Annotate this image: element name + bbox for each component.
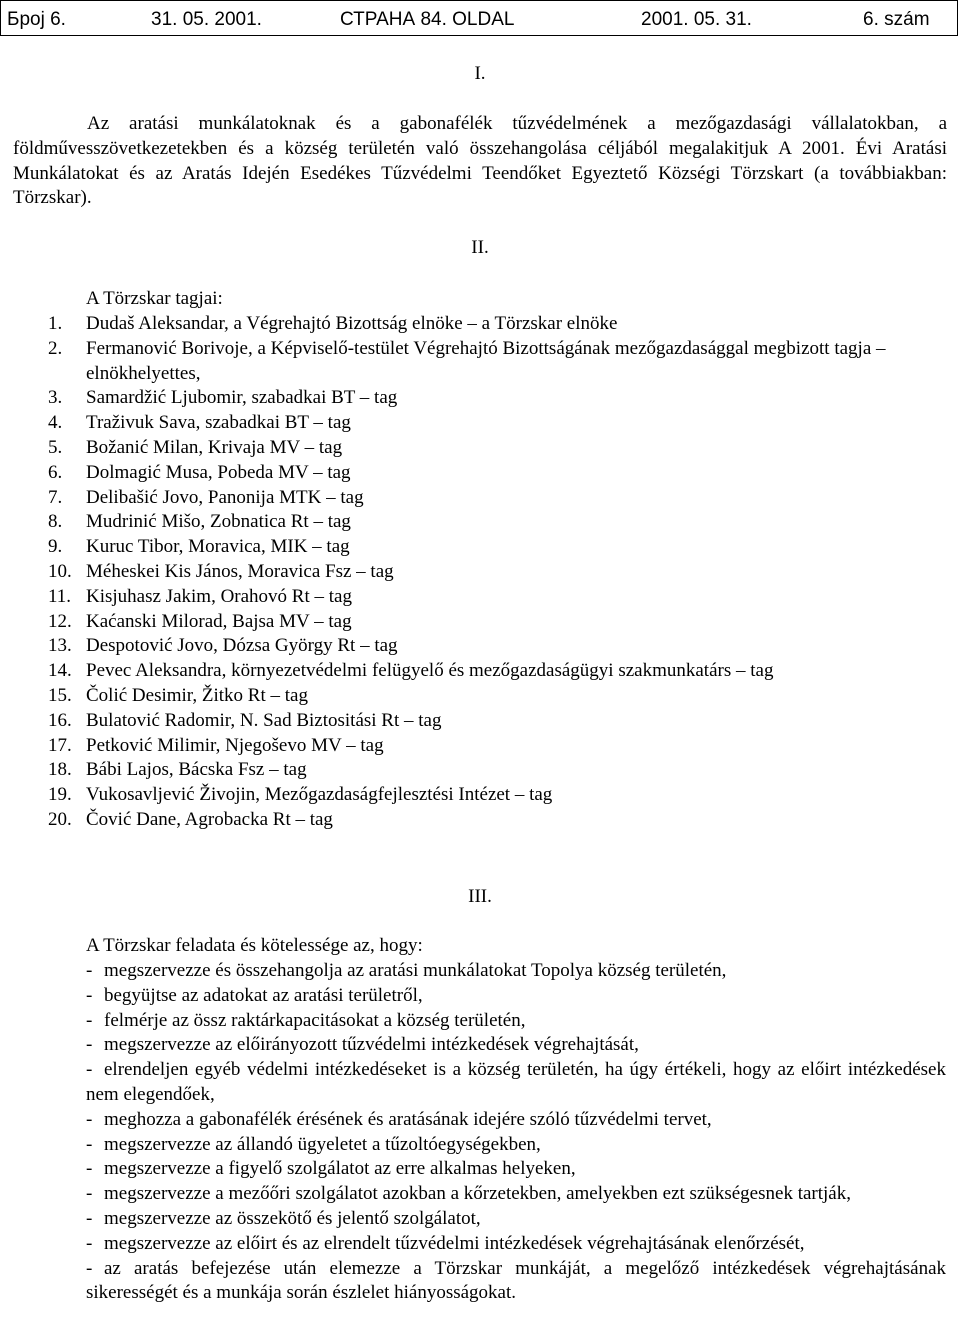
member-text: Méheskei Kis János, Moravica Fsz – tag bbox=[86, 560, 394, 582]
member-text: Vukosavljević Živojin, Mezőgazdaságfejlesztési Intézet – tag bbox=[86, 784, 553, 806]
duty-text: megszervezze a mezőőri szolgálatot azokban a kőrzetekben, amelyekben ezt szükségesnek tartják, bbox=[104, 1183, 851, 1205]
dash-bullet: - bbox=[86, 1257, 93, 1279]
dash-bullet: - bbox=[86, 1059, 93, 1081]
member-list-item bbox=[48, 510, 948, 535]
members-intro: A Törzskar tagjai: bbox=[86, 288, 223, 309]
page-header bbox=[0, 0, 958, 36]
member-text: Čolić Desimir, Žitko Rt – tag bbox=[86, 684, 308, 706]
member-text: Petković Milimir, Njegoševo MV – tag bbox=[86, 734, 384, 756]
member-list-item bbox=[48, 312, 948, 337]
duty-text: elrendeljen egyéb védelmi intézkedéseket is a község területén, ha úgy értékeli, hogy az előirt intézkedések nem elegendőek, bbox=[86, 1059, 946, 1105]
member-number: 11. bbox=[48, 585, 72, 607]
duty-list-item bbox=[86, 984, 946, 1009]
member-text: Mudrinić Mišo, Zobnatica Rt – tag bbox=[86, 511, 351, 533]
member-text: Pevec Aleksandra, környezetvédelmi felügyelő és mezőgazdaságügyi szakmunkatárs – tag bbox=[86, 660, 774, 682]
member-list-item bbox=[48, 535, 948, 560]
member-number: 1. bbox=[48, 313, 63, 334]
duty-list-item bbox=[86, 959, 946, 984]
issue-number-hungarian: 6. szám bbox=[863, 9, 930, 30]
section-2-heading: II. bbox=[471, 237, 489, 258]
member-list-item bbox=[48, 610, 948, 635]
member-number: 16. bbox=[48, 709, 72, 731]
member-number: 6. bbox=[48, 461, 63, 483]
member-list-item bbox=[48, 436, 948, 461]
member-list-item bbox=[48, 386, 948, 411]
duty-list-item bbox=[86, 1207, 946, 1232]
member-number: 9. bbox=[48, 536, 63, 558]
issue-number-cyrillic: Број 6. bbox=[7, 9, 66, 30]
dash-bullet: - bbox=[86, 1207, 93, 1229]
section-1-paragraph: Az aratási munkálatoknak és a gabonafélék tűzvédelmének a mezőgazdasági vállalatokban, a földművesszövetkezetekben és a község területén való összehangolása céljából megalakitjuk A 2001. Évi Aratási Munkálatokat és az Aratás Idején Esedékes Tűzvédelmi Teendőket Egyeztető Községi Törzskart (a továbbiakban: Törzskar). bbox=[13, 113, 947, 209]
member-text: Dudaš Aleksandar, a Végrehajtó Bizottság elnöke – a Törzskar elnöke bbox=[86, 313, 618, 334]
date-right: 2001. 05. 31. bbox=[641, 9, 752, 30]
section-3-heading: III. bbox=[468, 886, 492, 907]
member-text: Traživuk Sava, szabadkai BT – tag bbox=[86, 412, 351, 434]
member-number: 2. bbox=[48, 337, 63, 359]
member-text: Kisjuhasz Jakim, Orahovó Rt – tag bbox=[86, 585, 352, 607]
member-list-item bbox=[48, 734, 948, 759]
duties-list bbox=[86, 959, 946, 1306]
duty-text: begyüjtse az adatokat az aratási területről, bbox=[104, 984, 423, 1006]
member-text: Fermanović Borivoje, a Képviselő-testület Végrehajtó Bizottságának mezőgazdasággal megbizott tagja – elnökhelyettes, bbox=[86, 337, 886, 384]
dash-bullet: - bbox=[86, 1232, 93, 1254]
member-list-item bbox=[48, 461, 948, 486]
member-number: 13. bbox=[48, 635, 72, 657]
duty-list-item bbox=[86, 1058, 946, 1108]
member-text: Kaćanski Milorad, Bajsa MV – tag bbox=[86, 610, 352, 632]
member-number: 10. bbox=[48, 560, 72, 582]
member-list-item bbox=[48, 783, 948, 808]
member-text: Kuruc Tibor, Moravica, MIK – tag bbox=[86, 536, 350, 558]
duties-intro: A Törzskar feladata és kötelessége az, hogy: bbox=[86, 935, 423, 956]
member-text: Bulatović Radomir, N. Sad Biztositási Rt – tag bbox=[86, 709, 442, 731]
member-text: Delibašić Jovo, Panonija MTK – tag bbox=[86, 486, 364, 508]
member-list-item bbox=[48, 709, 948, 734]
member-list-item bbox=[48, 684, 948, 709]
duty-text: meghozza a gabonafélék érésének és aratásának idejére szóló tűzvédelmi tervet, bbox=[104, 1108, 712, 1130]
member-list-item bbox=[48, 486, 948, 511]
dash-bullet: - bbox=[86, 1108, 93, 1130]
member-number: 20. bbox=[48, 808, 72, 830]
member-number: 8. bbox=[48, 511, 63, 533]
member-text: Božanić Milan, Krivaja MV – tag bbox=[86, 436, 343, 458]
duty-list-item bbox=[86, 1108, 946, 1133]
member-text: Dolmagić Musa, Pobeda MV – tag bbox=[86, 461, 351, 483]
duty-text: felmérje az össz raktárkapacitásokat a község területén, bbox=[104, 1009, 526, 1031]
member-number: 12. bbox=[48, 610, 72, 632]
date-left: 31. 05. 2001. bbox=[151, 9, 262, 30]
duty-list-item bbox=[86, 1157, 946, 1182]
member-number: 3. bbox=[48, 387, 63, 409]
member-list-item bbox=[48, 560, 948, 585]
member-list-item bbox=[48, 411, 948, 436]
duty-list-item bbox=[86, 1009, 946, 1034]
duty-text: megszervezze az állandó ügyeletet a tűzoltóegységekben, bbox=[104, 1133, 541, 1155]
member-list-item bbox=[48, 585, 948, 610]
duty-text: megszervezze és összehangolja az aratási munkálatokat Topolya község területén, bbox=[104, 960, 727, 981]
member-number: 5. bbox=[48, 436, 63, 458]
member-number: 19. bbox=[48, 784, 72, 806]
member-text: Bábi Lajos, Bácska Fsz – tag bbox=[86, 759, 307, 781]
section-1-heading: I. bbox=[474, 63, 486, 84]
member-list-item bbox=[48, 758, 948, 783]
members-list bbox=[48, 312, 948, 833]
dash-bullet: - bbox=[86, 960, 93, 981]
member-number: 15. bbox=[48, 684, 72, 706]
duty-text: megszervezze az összekötő és jelentő szolgálatot, bbox=[104, 1207, 481, 1229]
member-number: 14. bbox=[48, 660, 72, 682]
dash-bullet: - bbox=[86, 984, 93, 1006]
duty-list-item bbox=[86, 1182, 946, 1207]
duty-text: megszervezze az előirányozott tűzvédelmi intézkedések végrehajtását, bbox=[104, 1034, 639, 1056]
dash-bullet: - bbox=[86, 1133, 93, 1155]
duty-text: az aratás befejezése után elemezze a Törzskar munkáját, a megelőző intézkedések végrehajtásának sikerességét és a munkája során észlelet hiányosságokat. bbox=[86, 1257, 946, 1304]
member-text: Čović Dane, Agrobacka Rt – tag bbox=[86, 808, 333, 830]
dash-bullet: - bbox=[86, 1009, 93, 1031]
member-number: 7. bbox=[48, 486, 63, 508]
duty-list-item bbox=[86, 1257, 946, 1307]
dash-bullet: - bbox=[86, 1158, 93, 1180]
duty-list-item bbox=[86, 1232, 946, 1257]
member-text: Samardžić Ljubomir, szabadkai BT – tag bbox=[86, 387, 398, 409]
duty-list-item bbox=[86, 1033, 946, 1058]
member-list-item bbox=[48, 808, 948, 833]
duty-text: megszervezze a figyelő szolgálatot az erre alkalmas helyeken, bbox=[104, 1158, 576, 1180]
dash-bullet: - bbox=[86, 1183, 93, 1205]
member-list-item bbox=[48, 337, 948, 387]
member-list-item bbox=[48, 659, 948, 684]
member-number: 4. bbox=[48, 412, 63, 434]
duty-text: megszervezze az előirt és az elrendelt tűzvédelmi intézkedések végrehajtásának elenőrzését, bbox=[104, 1232, 805, 1254]
member-list-item bbox=[48, 634, 948, 659]
dash-bullet: - bbox=[86, 1034, 93, 1056]
duty-list-item bbox=[86, 1133, 946, 1158]
member-text: Despotović Jovo, Dózsa György Rt – tag bbox=[86, 635, 398, 657]
member-number: 17. bbox=[48, 734, 72, 756]
page-number-label: СТРАНА 84. OLDAL bbox=[340, 9, 515, 30]
member-number: 18. bbox=[48, 759, 72, 781]
